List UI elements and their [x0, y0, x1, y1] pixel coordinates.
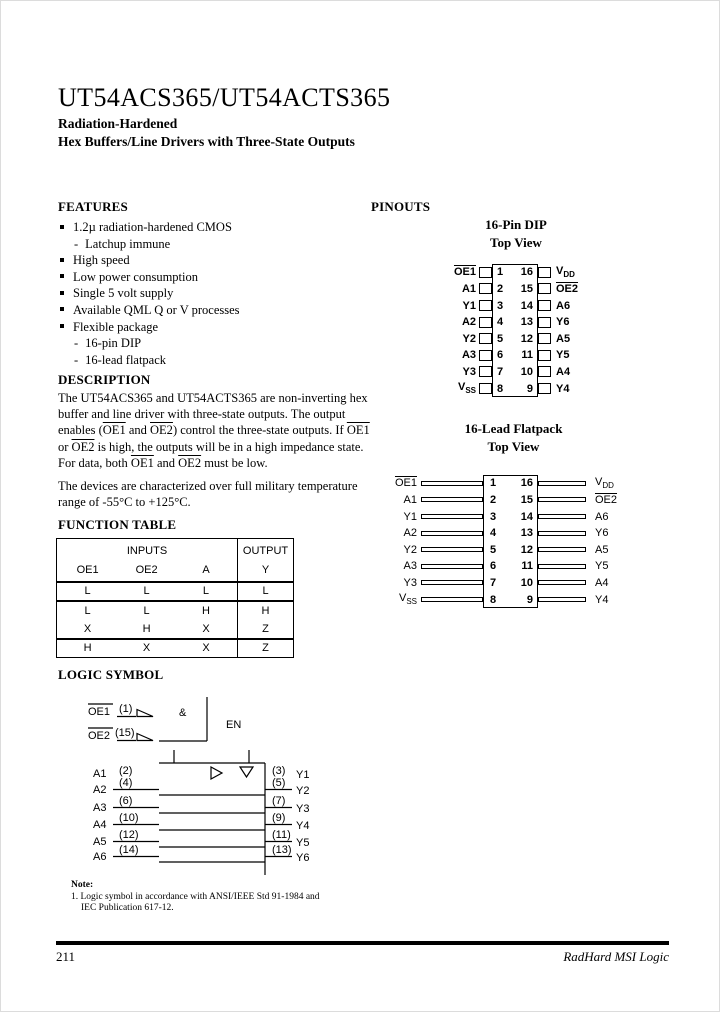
column-oe2: OE2 — [118, 559, 175, 582]
feature-item: Low power consumption — [58, 269, 380, 286]
function-table-cell: L — [175, 582, 238, 601]
pin-number: 16 — [520, 266, 533, 279]
pin-label: A2 — [403, 527, 417, 540]
output-label: Y4 — [296, 820, 310, 832]
pin-label — [586, 494, 617, 506]
pin-number: 2 — [497, 282, 504, 295]
pin-number: 9 — [526, 593, 533, 606]
feature-item: Flexible package — [58, 319, 380, 336]
feature-subitem: - Latchup immune — [58, 236, 380, 253]
flatpack-diagram-title — [421, 420, 606, 455]
pin-number: 11 — [521, 560, 533, 573]
page-number: 211 — [56, 949, 76, 964]
pin-label-subscript: DD — [602, 481, 614, 491]
pin-label: Y1 — [462, 299, 476, 312]
pin-label: A5 — [595, 543, 609, 556]
input-label: A2 — [93, 784, 107, 796]
pin-label — [423, 266, 479, 278]
pin-label: Y4 — [556, 382, 570, 395]
column-oe1: OE1 — [57, 559, 119, 582]
pin-label: Y2 — [462, 332, 476, 345]
dip-package-body — [492, 264, 538, 397]
enable-label: EN — [226, 719, 242, 731]
pin-lead — [538, 514, 586, 519]
features-list — [58, 219, 380, 368]
input-pin-number: (14) — [119, 844, 139, 856]
signal-name-overlined: OE1 — [130, 455, 154, 470]
function-table-cell: X — [175, 620, 238, 639]
pin-label: Y1 — [403, 510, 417, 523]
features-heading: FEATURES — [58, 199, 128, 214]
page-title: UT54ACS365/UT54ACTS365 — [58, 83, 391, 112]
dip-title-line: 16-Pin DIP — [485, 217, 547, 232]
pin-label-subscript: SS — [465, 386, 476, 396]
output-label: Y5 — [296, 837, 310, 849]
function-table-cell: H — [238, 601, 294, 620]
function-table-cell: L — [84, 604, 91, 617]
feature-item: Available QML Q or V processes — [58, 302, 380, 319]
logic-symbol-diagram — [79, 689, 344, 889]
input-label: A4 — [93, 819, 107, 831]
pin-lead-box — [538, 317, 551, 328]
pin-lead-box — [538, 366, 551, 377]
pin-label: Y5 — [556, 349, 570, 362]
input-pin-number: (2) — [119, 765, 133, 777]
function-table-cell: X — [142, 642, 151, 655]
pin-lead — [538, 547, 586, 552]
pin-number: 13 — [520, 527, 533, 540]
pin-label — [371, 477, 421, 489]
pin-label-overline: OE1 — [394, 477, 417, 490]
description-text: and — [153, 455, 179, 470]
pin-number: 4 — [490, 527, 497, 540]
pin-lead-box — [479, 366, 492, 377]
function-table-row — [57, 582, 294, 601]
dip-package-diagram — [423, 264, 663, 397]
input-label: A6 — [93, 851, 107, 863]
pin-number: 14 — [520, 510, 533, 523]
dip-pin-row — [423, 281, 663, 298]
input-pin-number: (6) — [119, 795, 133, 807]
pin-label-overline: OE1 — [453, 266, 476, 279]
input-pin-number: (12) — [119, 829, 139, 841]
pin-lead-box — [479, 333, 492, 344]
output-pin-number: (5) — [272, 777, 286, 789]
pin-label: A4 — [595, 576, 609, 589]
pin-number: 9 — [526, 382, 533, 395]
pin-number: 3 — [497, 299, 504, 312]
pin-lead-box — [538, 283, 551, 294]
pin-label: A3 — [461, 349, 476, 362]
pin-lead — [538, 531, 586, 536]
and-gate-label: & — [179, 707, 187, 719]
pin-lead — [421, 531, 483, 536]
pin-lead-box — [479, 283, 492, 294]
pin-number: 6 — [497, 349, 504, 362]
pin-number: 1 — [497, 266, 504, 279]
pin-label — [551, 283, 578, 295]
function-table-cell: H — [202, 604, 210, 617]
function-table-cell: X — [57, 620, 119, 639]
feature-subitem: - 16-pin DIP — [58, 335, 380, 352]
function-table-cell: L — [143, 604, 150, 617]
flatpack-pin-rows — [371, 475, 671, 608]
pin-label: Y2 — [403, 543, 417, 556]
note-label: Note: — [71, 880, 94, 890]
subtitle-line-1: Radiation-Hardened — [58, 116, 178, 131]
pin-label: A1 — [461, 282, 476, 295]
pin-lead-box — [538, 300, 551, 311]
pin-lead — [538, 564, 586, 569]
dip-pin-row — [423, 364, 663, 381]
input-pin-number: (10) — [119, 812, 139, 824]
signal-name-overlined: OE2 — [71, 439, 95, 454]
pin-number: 12 — [520, 543, 533, 556]
description-text: must be low. — [201, 455, 268, 470]
pin-label: Y6 — [595, 527, 609, 540]
dip-subtitle-line: Top View — [490, 234, 542, 250]
pin-lead — [421, 564, 483, 569]
footer-brand: RadHard MSI Logic — [563, 949, 669, 964]
pin-label: A1 — [403, 493, 417, 506]
pin-number: 3 — [490, 510, 497, 523]
pin-lead-box — [538, 383, 551, 394]
function-table-cell: Z — [238, 620, 294, 639]
pin-label: A6 — [556, 299, 571, 312]
function-table-heading: FUNCTION TABLE — [58, 517, 177, 532]
subtitle-line-2: Hex Buffers/Line Drivers with Three-State Outputs — [58, 133, 355, 149]
function-table-row — [57, 620, 294, 639]
pin-label: Y3 — [462, 365, 476, 378]
footnote — [71, 880, 320, 915]
pin-lead-box — [479, 350, 492, 361]
output-pin-number: (11) — [272, 829, 291, 841]
description-text: ) control the three-state outputs. If — [172, 423, 347, 438]
pin-lead — [421, 547, 483, 552]
output-pin-number: (13) — [272, 844, 292, 856]
pin-number: 15 — [520, 282, 533, 295]
inputs-group-header: INPUTS — [126, 544, 168, 557]
description-heading: DESCRIPTION — [58, 372, 151, 387]
pin-number: 12 — [520, 332, 533, 345]
pinouts-heading: PINOUTS — [371, 199, 431, 214]
flatpack-title-line: 16-Lead Flatpack — [464, 421, 563, 436]
pin-number: 13 — [520, 316, 533, 329]
pin-label: A2 — [461, 316, 476, 329]
output-label: Y6 — [296, 852, 310, 864]
function-table-column-header — [57, 559, 294, 582]
pin-lead — [421, 580, 483, 585]
pin-number: 1 — [490, 477, 497, 490]
pin-lead — [421, 514, 483, 519]
function-table-row — [57, 601, 294, 620]
pin-number: 16 — [520, 477, 533, 490]
description-paragraph-1 — [58, 390, 379, 471]
pin-number: 11 — [521, 349, 533, 362]
dip-pin-rows — [423, 264, 663, 397]
pin-number: 5 — [490, 543, 497, 556]
dip-pin-row — [423, 297, 663, 314]
pin-number: 7 — [490, 576, 497, 589]
flatpack-package-body — [483, 475, 538, 608]
buffer-triangle-icon — [211, 767, 222, 779]
pin-number: 15 — [520, 493, 533, 506]
output-pin-number: (7) — [272, 795, 286, 807]
description-text: and — [125, 423, 151, 438]
pin-label-overline: OE2 — [595, 493, 618, 506]
dip-diagram-title — [421, 216, 611, 251]
input-label: A1 — [93, 768, 107, 780]
pin-lead — [538, 481, 586, 486]
pin-label: $V_{SS}$ — [457, 381, 476, 396]
logic-symbol-heading: LOGIC SYMBOL — [58, 667, 164, 682]
pin-label: A5 — [556, 332, 571, 345]
note-line-2: IEC Publication 617-12. — [81, 903, 174, 913]
pin-label: A6 — [595, 510, 609, 523]
pin-lead — [421, 497, 483, 502]
function-table-group-header — [57, 539, 294, 559]
pin-number: 10 — [520, 365, 533, 378]
signal-name-overlined: OE1 — [346, 423, 370, 438]
function-table-cell: H — [83, 642, 92, 655]
pin-label: Y6 — [556, 316, 570, 329]
function-table-cell: X — [202, 642, 210, 655]
oe1-pin-number: (1) — [119, 703, 133, 715]
dip-pin-row — [423, 380, 663, 397]
oe2-label: OE2 — [88, 730, 111, 742]
function-table-cell: L — [57, 582, 119, 601]
output-label: Y2 — [296, 785, 310, 797]
pin-lead — [421, 597, 483, 602]
function-table-cell: H — [118, 620, 175, 639]
input-label: A5 — [93, 836, 107, 848]
pin-label-subscript: DD — [563, 270, 575, 280]
pin-label: Y4 — [595, 593, 609, 606]
pin-lead-box — [479, 317, 492, 328]
pin-label: $V_{SS}$ — [398, 592, 417, 607]
oe1-label: OE1 — [88, 706, 111, 718]
pin-lead-box — [479, 383, 492, 394]
pin-label: Y5 — [595, 560, 609, 573]
pin-number: 7 — [497, 365, 504, 378]
pin-lead-box — [538, 333, 551, 344]
pin-number: 8 — [497, 382, 504, 395]
function-table-cell: Z — [238, 639, 294, 658]
buffer-channels — [93, 765, 309, 864]
oe2-pin-number: (15) — [115, 727, 135, 739]
flatpack-package-diagram — [371, 475, 671, 608]
column-y: Y — [238, 559, 294, 582]
pin-number: 8 — [490, 593, 497, 606]
column-a: A — [175, 559, 238, 582]
output-label: Y1 — [296, 769, 310, 781]
footer-rule — [56, 941, 669, 945]
dip-pin-row — [423, 347, 663, 364]
page-subtitle — [58, 115, 355, 150]
pin-lead — [538, 597, 586, 602]
pin-label-overline: OE2 — [556, 282, 579, 295]
pin-lead-box — [538, 350, 551, 361]
note-line-1: 1. Logic symbol in accordance with ANSI/IEEE Std 91-1984 and — [71, 891, 320, 902]
pin-label: $V_{DD}$ — [556, 265, 575, 280]
function-table-row — [57, 639, 294, 658]
pin-lead — [421, 481, 483, 486]
pin-lead — [538, 497, 586, 502]
polarity-triangle-icon — [137, 734, 153, 741]
pin-number: 6 — [490, 560, 497, 573]
output-group-header: OUTPUT — [238, 539, 294, 559]
dip-pin-row — [423, 314, 663, 331]
signal-name-overlined: OE2 — [178, 455, 202, 470]
feature-item: High speed — [58, 252, 380, 269]
pin-label: A3 — [403, 560, 417, 573]
pin-lead-box — [479, 267, 492, 278]
pin-number: 2 — [490, 493, 497, 506]
input-pin-number: (4) — [119, 777, 133, 789]
dip-pin-row — [423, 264, 663, 281]
dip-pin-row — [423, 330, 663, 347]
pin-label: A4 — [556, 365, 571, 378]
function-table-grid — [56, 538, 294, 658]
output-pin-number: (3) — [272, 765, 286, 777]
signal-name-overlined: OE2 — [150, 423, 173, 438]
pin-lead — [538, 580, 586, 585]
signal-name-overlined: OE1 — [102, 423, 126, 438]
pin-label: Y3 — [403, 576, 417, 589]
function-table-cell: L — [118, 582, 175, 601]
pin-lead-box — [479, 300, 492, 311]
output-pin-number: (9) — [272, 812, 286, 824]
feature-item: Single 5 volt supply — [58, 285, 380, 302]
pin-label-subscript: SS — [406, 597, 417, 607]
function-table — [56, 538, 294, 658]
pin-number: 4 — [497, 316, 504, 329]
feature-subitem: - 16-lead flatpack — [58, 352, 380, 369]
pin-number: 10 — [520, 576, 533, 589]
pin-number: 5 — [497, 332, 504, 345]
description-text: is high, the outputs will be in a high impedance state. For data, both — [58, 439, 364, 470]
input-label: A3 — [93, 802, 107, 814]
polarity-triangle-icon — [137, 710, 153, 717]
function-table-cell: L — [238, 582, 294, 601]
description-text: or — [58, 439, 72, 454]
description-paragraph-2: The devices are characterized over full military temperature range of -55°C to +125°C. — [58, 479, 358, 510]
three-state-triangle-icon — [240, 767, 253, 777]
pin-lead-box — [538, 267, 551, 278]
feature-item: 1.2µ radiation-hardened CMOS — [58, 219, 380, 236]
output-label: Y3 — [296, 803, 310, 815]
pin-number: 14 — [520, 299, 533, 312]
description-text: The UT54ACS365 and UT54ACTS365 are non-inverting hex buffer and line driver with three-state outputs. The output enables ( — [58, 391, 368, 438]
pin-label: $V_{DD}$ — [595, 476, 614, 491]
flatpack-subtitle-line: Top View — [487, 438, 540, 454]
